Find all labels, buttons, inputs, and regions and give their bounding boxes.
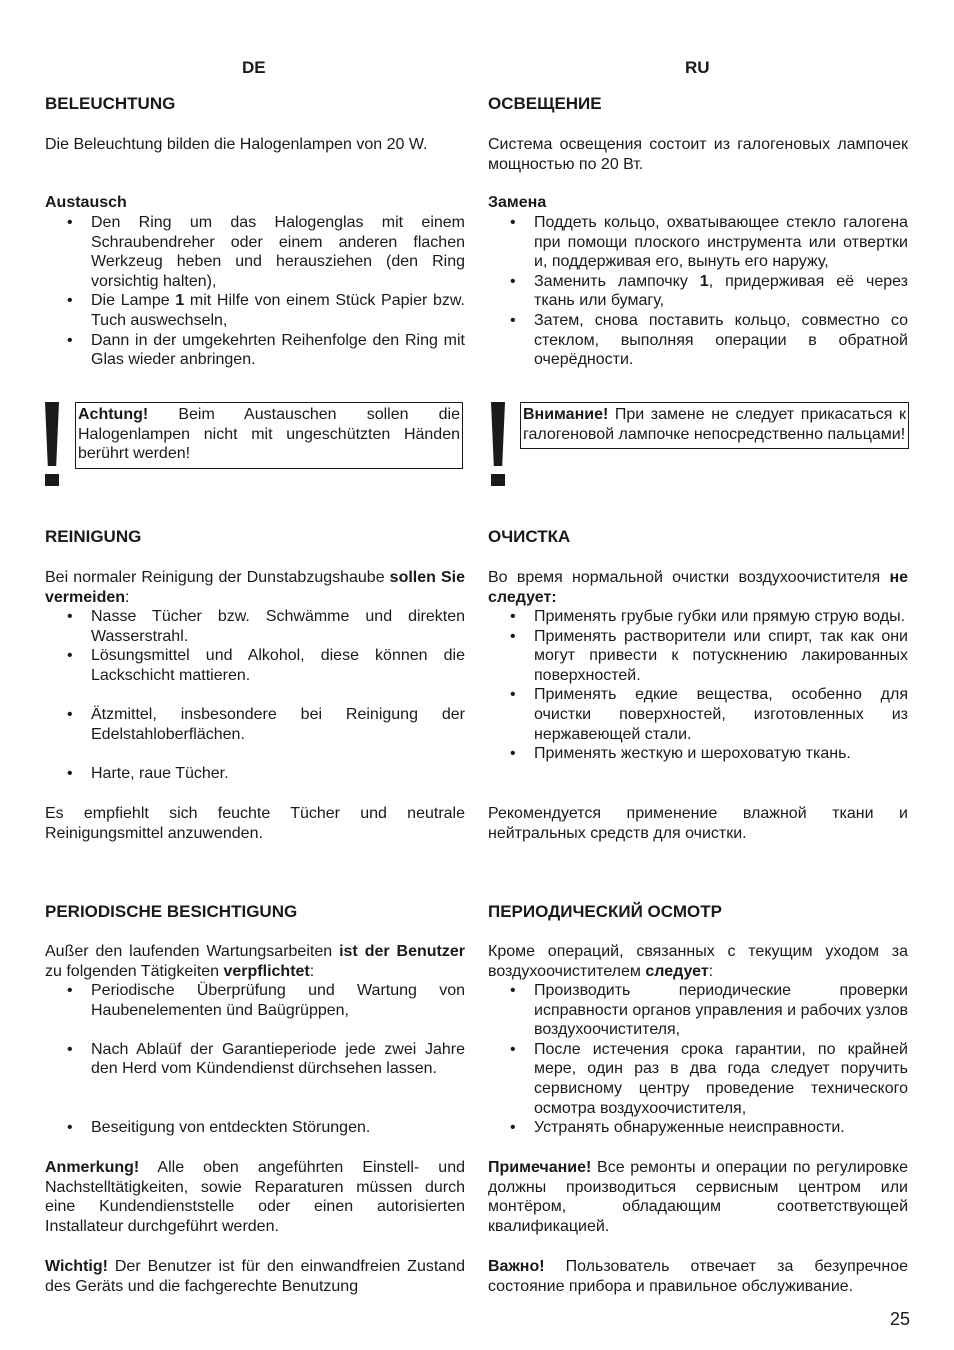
list-item: • Lösungsmittel und Alkohol, diese können die Lackschicht mattieren. — [45, 646, 465, 685]
section-title-cleaning-de: REINIGUNG — [45, 527, 142, 546]
cleaning-list-ru — [488, 607, 908, 764]
list-item: • Nasse Tücher bzw. Schwämme und direkten Wasserstrahl. — [45, 607, 465, 646]
section-title-inspection-ru: ПЕРИОДИЧЕСКИЙ ОСМОТР — [488, 902, 722, 921]
inspection-intro-ru: Кроме операций, связанных с текущим уходом за воздухоочистителем следует: — [488, 943, 908, 980]
page-number: 25 — [889, 1309, 910, 1329]
section-title-inspection-de: PERIODISCHE BESICHTIGUNG — [45, 902, 298, 921]
list-item: • Производить периодические проверки исправности органов управления и рабочих узлов воздухоочистителя, — [488, 981, 908, 1040]
list-item: • Применять грубые губки или прямую струю воды. — [488, 607, 908, 627]
list-item: • Поддеть кольцо, охватывающее стекло галогена при помощи плоского инструмента или отвертки и, поддерживая его, вынуть его наружу, — [488, 213, 908, 272]
section-title-cleaning-ru: ОЧИСТКА — [488, 527, 571, 546]
cleaning-intro-ru: Во время нормальной очистки воздухоочистителя не следует: — [488, 569, 908, 606]
list-item: • Устранять обнаруженные неисправности. — [488, 1118, 908, 1138]
list-item: • Затем, снова поставить кольцо, совместно со стеклом, выполняя операции в обратной очерёдности. — [488, 311, 908, 370]
replacement-list-de — [45, 213, 465, 370]
list-item: • Die Lampe 1 mit Hilfe von einem Stück Papier bzw. Tuch auswechseln, — [45, 291, 465, 330]
cleaning-outro-de: Es empfiehlt sich feuchte Tücher und neutrale Reinigungsmittel anzuwenden. — [45, 805, 465, 842]
inspection-list-de — [45, 981, 465, 1138]
list-item: • Применять жесткую и шероховатую ткань. — [488, 744, 908, 764]
list-item: • Dann in der umgekehrten Reihenfolge den Ring mit Glas wieder anbringen. — [45, 331, 465, 370]
cleaning-intro-de: Bei normaler Reinigung der Dunstabzugshaube sollen Sie vermeiden: — [45, 569, 465, 606]
section-title-lighting-de: BELEUCHTUNG — [45, 94, 176, 113]
list-item: • Применять растворители или спирт, так как они могут привести к потускнению лакированных поверхностей. — [488, 627, 908, 686]
list-item: • Harte, raue Tücher. — [45, 764, 465, 784]
list-item: • Den Ring um das Halogenglas mit einem Schraubendreher oder einem anderen flachen Werkzeug heben und herausziehen (den Ring vorsichtig halten), — [45, 213, 465, 291]
section-title-lighting-ru: ОСВЕЩЕНИЕ — [488, 94, 602, 113]
cleaning-outro-ru: Рекомендуется применение влажной ткани и нейтральных средств для очистки. — [488, 805, 908, 842]
cleaning-list-de — [45, 607, 465, 783]
lamp-number: 1 — [175, 292, 185, 310]
list-item: • Ätzmittel, insbesondere bei Reinigung der Edelstahloberflächen. — [45, 705, 465, 744]
inspection-list-ru — [488, 981, 908, 1138]
lighting-intro-de: Die Beleuchtung bilden die Halogenlampen von 20 W. — [45, 136, 428, 153]
note-paragraph-ru: Примечание! Все ремонты и операции по регулировке должны производиться сервисным центром или монтёром, обладающим соответствующей квалификацией. — [488, 1159, 908, 1235]
warning-box-de: Achtung! Beim Austauschen sollen die Halogenlampen nicht mit ungeschützten Händen berührt werden! — [75, 402, 463, 469]
list-item: • Применять едкие вещества, особенно для очистки поверхностей, изготовленных из нержавеющей стали. — [488, 685, 908, 744]
important-paragraph-ru: Важно! Пользователь отвечает за безупречное состояние прибора и правильное обслуживание. — [488, 1258, 908, 1295]
important-paragraph-de: Wichtig! Der Benutzer ist für den einwandfreien Zustand des Geräts und die fachgerechte Benutzung — [45, 1258, 465, 1295]
list-item: • Periodische Überprüfung und Wartung von Haubenelementen ünd Baügrüppen, — [45, 981, 465, 1020]
list-item: • Заменить лампочку 1, придерживая её через ткань или бумагу, — [488, 272, 908, 311]
list-item: • Beseitigung von entdeckten Störungen. — [45, 1118, 465, 1138]
note-paragraph-de: Anmerkung! Alle oben angeführten Einstell- und Nachstelltätigkeiten, sowie Reparaturen müssen durch eine Kundendienststelle oder einen autorisierten Installateur durchgeführt werden. — [45, 1159, 465, 1235]
lighting-intro-ru: Система освещения состоит из галогеновых лампочек мощностью по 20 Вт. — [488, 136, 908, 173]
language-label-de: DE — [242, 58, 266, 77]
list-item: • После истечения срока гарантии, по крайней мере, один раз в два года следует поручить сервисному центру проведение технического осмотра воздухоочистителя, — [488, 1040, 908, 1118]
language-label-ru: RU — [685, 58, 710, 77]
inspection-intro-de: Außer den laufenden Wartungsarbeiten ist der Benutzer zu folgenden Tätigkeiten verpflichtet: — [45, 943, 465, 980]
warning-box-ru: Внимание! При замене не следует прикасаться к галогеновой лампочке непосредственно пальцами! — [520, 402, 909, 449]
replacement-subtitle-de: Austausch — [45, 194, 127, 211]
replacement-subtitle-ru: Замена — [488, 194, 547, 211]
lamp-number: 1 — [699, 272, 709, 290]
replacement-list-ru — [488, 213, 908, 370]
list-item: • Nach Ablaüf der Garantieperiode jede zwei Jahre den Herd vom Kündendienst dürchsehen lassen. — [45, 1040, 465, 1079]
